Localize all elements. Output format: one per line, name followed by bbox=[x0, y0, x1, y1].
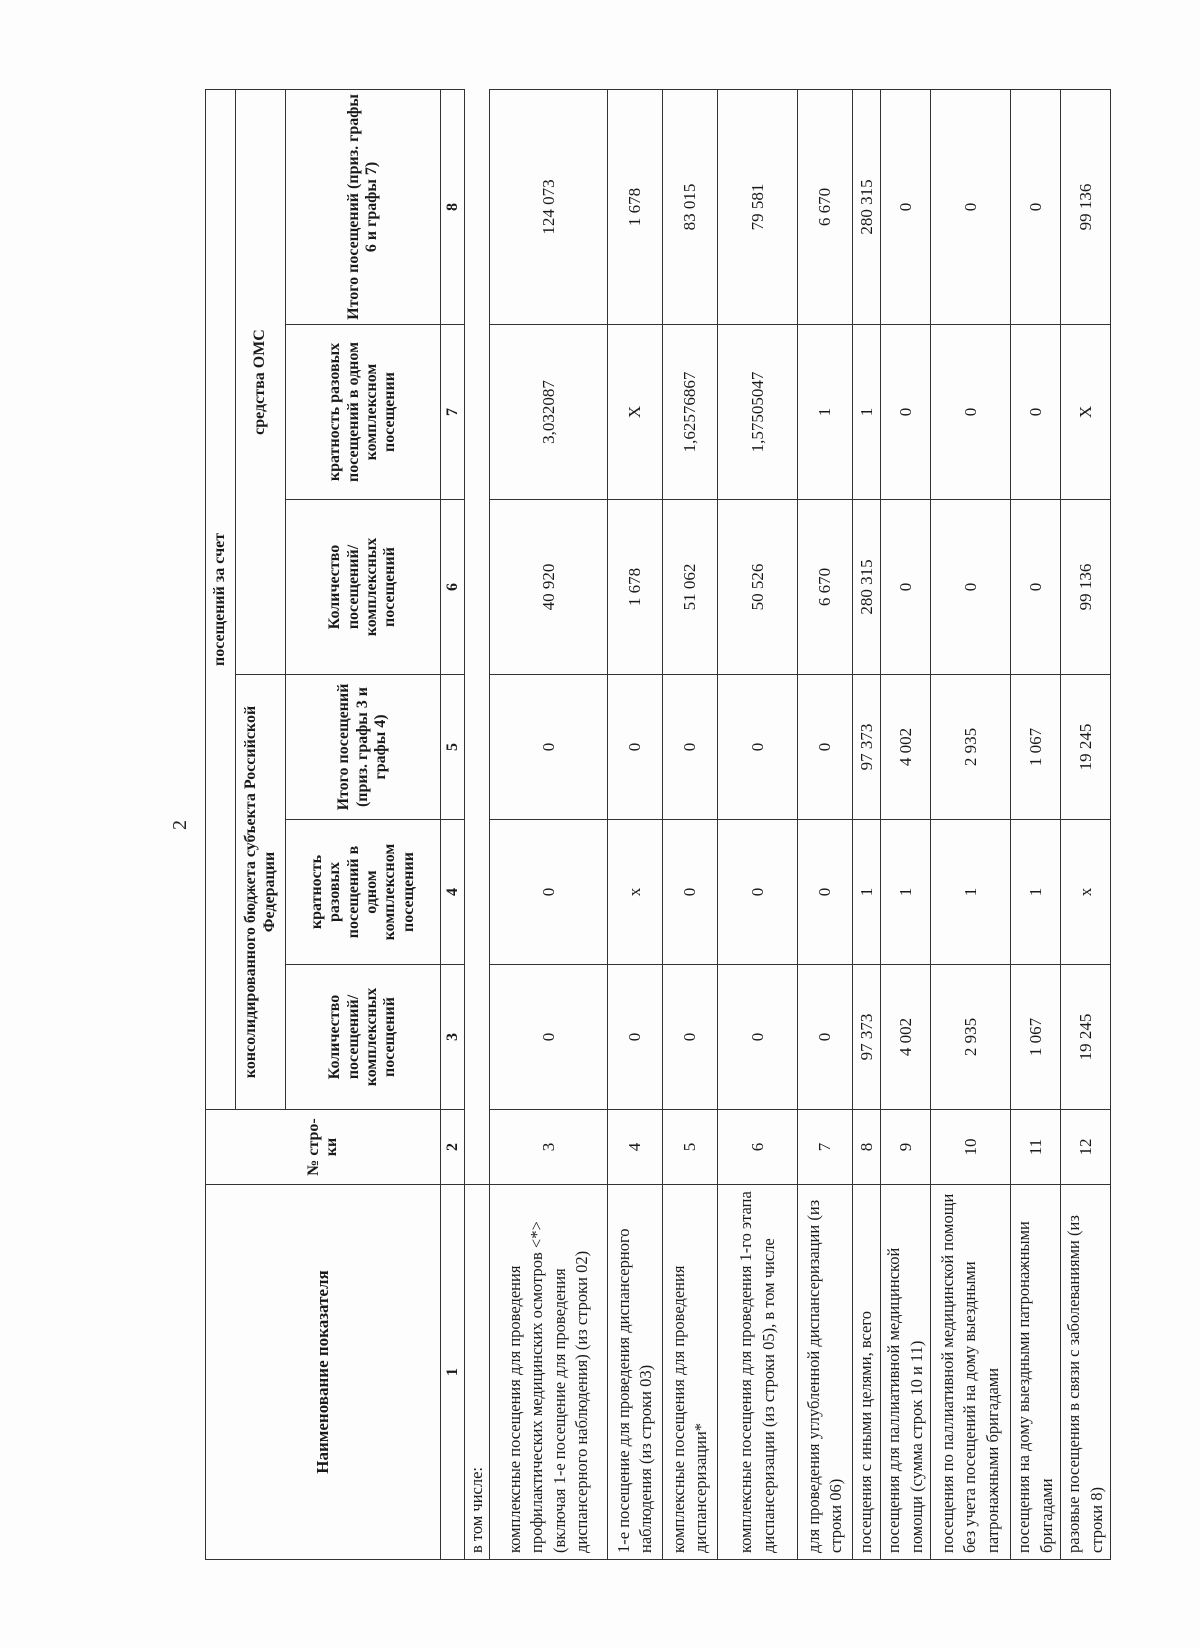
row-number: 6 bbox=[718, 1110, 798, 1185]
column-number: 3 bbox=[441, 965, 465, 1110]
cell-oms-count: 51 062 bbox=[663, 500, 718, 675]
cell-budget-total: 0 bbox=[663, 675, 718, 820]
rotated-landscape-sheet bbox=[160, 90, 1106, 1560]
cell-oms-count: 50 526 bbox=[718, 500, 798, 675]
column-number: 2 bbox=[441, 1110, 465, 1185]
cell-oms-total: 0 bbox=[1011, 89, 1061, 324]
cell-oms-total: 6 670 bbox=[798, 89, 853, 324]
subheading-label: в том числе: bbox=[465, 1185, 490, 1560]
cell-oms-ratio: X bbox=[608, 325, 663, 500]
cell-oms-ratio: 0 bbox=[881, 325, 931, 500]
cell-oms-ratio: X bbox=[1061, 325, 1111, 500]
cell-budget-total: 0 bbox=[718, 675, 798, 820]
row-indicator-name: посещения на дому выездными патронажными бригадами bbox=[1011, 1185, 1061, 1560]
cell-oms-total: 83 015 bbox=[663, 89, 718, 324]
page-number: 2 bbox=[169, 820, 191, 830]
row-number: 10 bbox=[931, 1110, 1011, 1185]
cell-oms-ratio: 1 bbox=[853, 325, 881, 500]
row-number: 4 bbox=[608, 1110, 663, 1185]
cell-oms-count: 6 670 bbox=[798, 500, 853, 675]
row-indicator-name: посещения с иными целями, всего bbox=[853, 1185, 881, 1560]
cell-budget-total: 97 373 bbox=[853, 675, 881, 820]
cell-oms-total: 0 bbox=[881, 89, 931, 324]
table-row bbox=[881, 89, 931, 1559]
cell-budget-ratio: 0 bbox=[490, 820, 608, 965]
cell-budget-ratio: x bbox=[1061, 820, 1111, 965]
row-indicator-name: разовые посещения в связи с заболеваниями (из строки 8) bbox=[1061, 1185, 1111, 1560]
header-oms-ratio: кратность разовых посещений в одном комплексном посещении bbox=[286, 325, 441, 500]
cell-oms-total: 124 073 bbox=[490, 89, 608, 324]
row-number: 12 bbox=[1061, 1110, 1111, 1185]
cell-budget-total: 0 bbox=[608, 675, 663, 820]
subheading-spacer bbox=[465, 89, 490, 1184]
table-row bbox=[608, 89, 663, 1559]
cell-budget-count: 0 bbox=[490, 965, 608, 1110]
row-indicator-name: посещения для паллиативной медицинской помощи (сумма строк 10 и 11) bbox=[881, 1185, 931, 1560]
cell-budget-count: 2 935 bbox=[931, 965, 1011, 1110]
cell-budget-total: 1 067 bbox=[1011, 675, 1061, 820]
header-budget-total: Итого посещений (приз. графы 3 и графы 4) bbox=[286, 675, 441, 820]
header-budget-ratio: кратность разовых посещений в одном комплексном посещении bbox=[286, 820, 441, 965]
cell-budget-ratio: 1 bbox=[853, 820, 881, 965]
table-row bbox=[718, 89, 798, 1559]
cell-budget-ratio: 1 bbox=[1011, 820, 1061, 965]
table-row bbox=[931, 89, 1011, 1559]
cell-oms-count: 0 bbox=[931, 500, 1011, 675]
statistics-table bbox=[205, 89, 1111, 1560]
table-row bbox=[1061, 89, 1111, 1559]
header-budget-count: Количество посещений/ комплексных посещений bbox=[286, 965, 441, 1110]
cell-oms-count: 0 bbox=[881, 500, 931, 675]
cell-oms-count: 0 bbox=[1011, 500, 1061, 675]
cell-budget-count: 19 245 bbox=[1061, 965, 1111, 1110]
row-number: 11 bbox=[1011, 1110, 1061, 1185]
cell-budget-count: 4 002 bbox=[881, 965, 931, 1110]
cell-oms-ratio: 1,57505047 bbox=[718, 325, 798, 500]
cell-budget-ratio: 1 bbox=[931, 820, 1011, 965]
table-row bbox=[798, 89, 853, 1559]
table-row bbox=[490, 89, 608, 1559]
column-numbers-row bbox=[441, 89, 465, 1559]
cell-budget-count: 0 bbox=[798, 965, 853, 1110]
cell-oms-count: 99 136 bbox=[1061, 500, 1111, 675]
table-row bbox=[663, 89, 718, 1559]
column-number: 5 bbox=[441, 675, 465, 820]
cell-budget-count: 1 067 bbox=[1011, 965, 1061, 1110]
header-oms-count: Количество посещений/ комплексных посещений bbox=[286, 500, 441, 675]
row-number: 5 bbox=[663, 1110, 718, 1185]
row-indicator-name: комплексные посещения для проведения профилактических медицинских осмотров <*> (включая 1-е посещение для проведения диспансерного наблюдения) (из строки 02) bbox=[490, 1185, 608, 1560]
cell-oms-ratio: 1,62576867 bbox=[663, 325, 718, 500]
row-number: 7 bbox=[798, 1110, 853, 1185]
cell-oms-count: 1 678 bbox=[608, 500, 663, 675]
header-oms-group: средства ОМС bbox=[236, 89, 286, 674]
header-row-number: № стро-ки bbox=[206, 1110, 441, 1185]
column-number: 4 bbox=[441, 820, 465, 965]
cell-oms-ratio: 0 bbox=[931, 325, 1011, 500]
cell-budget-count: 0 bbox=[718, 965, 798, 1110]
header-oms-total: Итого посещений (приз. графы 6 и графы 7) bbox=[286, 89, 441, 324]
cell-budget-total: 2 935 bbox=[931, 675, 1011, 820]
row-number: 3 bbox=[490, 1110, 608, 1185]
cell-budget-count: 0 bbox=[608, 965, 663, 1110]
cell-budget-total: 19 245 bbox=[1061, 675, 1111, 820]
cell-oms-total: 99 136 bbox=[1061, 89, 1111, 324]
header-indicator-name: Наименование показателя bbox=[206, 1185, 441, 1560]
table-row bbox=[1011, 89, 1061, 1559]
cell-oms-ratio: 3,032087 bbox=[490, 325, 608, 500]
cell-oms-ratio: 0 bbox=[1011, 325, 1061, 500]
column-number: 8 bbox=[441, 89, 465, 324]
row-indicator-name: 1-е посещение для проведения диспансерного наблюдения (из строки 03) bbox=[608, 1185, 663, 1560]
row-indicator-name: посещения по паллиативной медицинской помощи без учета посещений на дому выездными патронажными бригадами bbox=[931, 1185, 1011, 1560]
cell-oms-ratio: 1 bbox=[798, 325, 853, 500]
column-number: 1 bbox=[441, 1185, 465, 1560]
header-budget-group: консолидированного бюджета субъекта Российской Федерации bbox=[236, 675, 286, 1110]
row-indicator-name: комплексные посещения для проведения 1-го этапа диспансеризации (из строки 05), в том числе bbox=[718, 1185, 798, 1560]
column-number: 6 bbox=[441, 500, 465, 675]
cell-oms-count: 40 920 bbox=[490, 500, 608, 675]
cell-oms-total: 280 315 bbox=[853, 89, 881, 324]
column-number: 7 bbox=[441, 325, 465, 500]
cell-oms-total: 0 bbox=[931, 89, 1011, 324]
row-number: 8 bbox=[853, 1110, 881, 1185]
cell-budget-count: 0 bbox=[663, 965, 718, 1110]
cell-oms-total: 79 581 bbox=[718, 89, 798, 324]
subheading-row bbox=[465, 89, 490, 1559]
cell-budget-total: 0 bbox=[490, 675, 608, 820]
cell-budget-total: 4 002 bbox=[881, 675, 931, 820]
cell-budget-ratio: 1 bbox=[881, 820, 931, 965]
cell-oms-count: 280 315 bbox=[853, 500, 881, 675]
header-visits-group: посещений за счет bbox=[206, 89, 236, 1109]
cell-budget-count: 97 373 bbox=[853, 965, 881, 1110]
cell-budget-total: 0 bbox=[798, 675, 853, 820]
table-row bbox=[853, 89, 881, 1559]
row-number: 9 bbox=[881, 1110, 931, 1185]
cell-oms-total: 1 678 bbox=[608, 89, 663, 324]
row-indicator-name: комплексные посещения для проведения диспансеризации* bbox=[663, 1185, 718, 1560]
row-indicator-name: для проведения углубленной диспансеризации (из строки 06) bbox=[798, 1185, 853, 1560]
cell-budget-ratio: 0 bbox=[798, 820, 853, 965]
cell-budget-ratio: 0 bbox=[718, 820, 798, 965]
cell-budget-ratio: x bbox=[608, 820, 663, 965]
cell-budget-ratio: 0 bbox=[663, 820, 718, 965]
